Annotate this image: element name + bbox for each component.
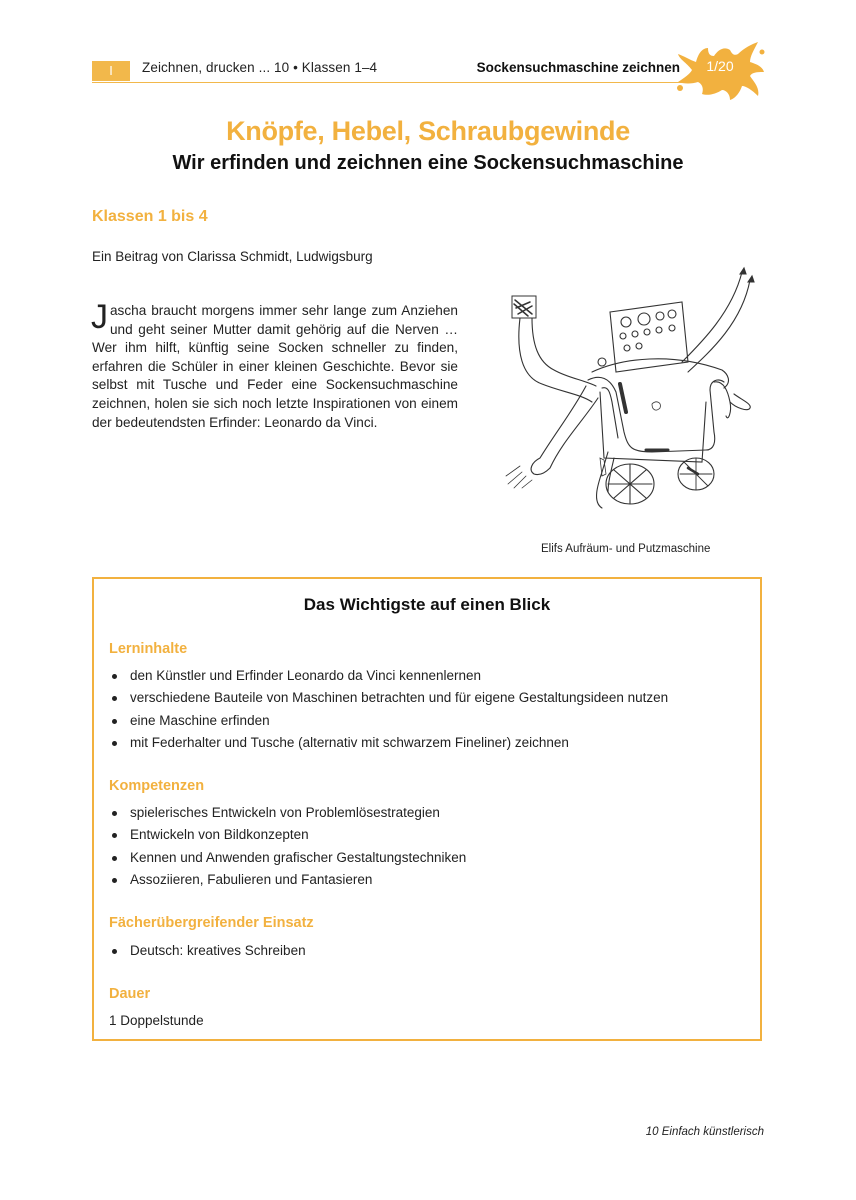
section-heading-dauer: Dauer bbox=[109, 986, 151, 1002]
section-heading-lerninhalte: Lerninhalte bbox=[109, 641, 188, 657]
dauer-value: 1 Doppelstunde bbox=[109, 1013, 204, 1028]
list-item: verschiedene Bauteile von Maschinen betrachten und für eigene Gestaltungsideen nutzen bbox=[109, 687, 668, 709]
einsatz-list bbox=[109, 940, 306, 962]
page-footer: 10 Einfach künstlerisch bbox=[645, 1126, 764, 1138]
list-item: Kennen und Anwenden grafischer Gestaltungstechniken bbox=[109, 847, 466, 869]
child-drawing-machine-illustration bbox=[492, 262, 772, 512]
page-number-badge: 1/20 bbox=[706, 58, 734, 74]
lerninhalte-list bbox=[109, 665, 668, 754]
grade-level: Klassen 1 bis 4 bbox=[92, 208, 208, 225]
figure-caption: Elifs Aufräum- und Putzmaschine bbox=[541, 543, 711, 555]
bullet-icon bbox=[112, 719, 117, 724]
overview-title: Das Wichtigste auf einen Blick bbox=[303, 595, 551, 614]
bullet-icon bbox=[112, 674, 117, 679]
author-line: Ein Beitrag von Clarissa Schmidt, Ludwigsburg bbox=[92, 249, 373, 264]
list-item: Assoziieren, Fabulieren und Fantasieren bbox=[109, 869, 466, 891]
list-item: eine Maschine erfinden bbox=[109, 710, 668, 732]
kompetenzen-list bbox=[109, 802, 466, 891]
header-topic: Sockensuchmaschine zeichnen bbox=[476, 60, 680, 75]
list-item: den Künstler und Erfinder Leonardo da Vinci kennenlernen bbox=[109, 665, 668, 687]
bullet-icon bbox=[112, 856, 117, 861]
bullet-icon bbox=[112, 878, 117, 883]
list-item: Entwickeln von Bildkonzepten bbox=[109, 824, 466, 846]
list-item: mit Federhalter und Tusche (alternativ mit schwarzem Fineliner) zeichnen bbox=[109, 732, 668, 754]
header-series: Zeichnen, drucken ... 10 • Klassen 1–4 bbox=[142, 60, 378, 75]
bullet-icon bbox=[112, 741, 117, 746]
list-item: spielerisches Entwickeln von Problemlösestrategien bbox=[109, 802, 466, 824]
section-heading-einsatz: Fächerübergreifender Einsatz bbox=[109, 915, 314, 931]
page-subtitle: Wir erfinden und zeichnen eine Sockensuchmaschine bbox=[172, 152, 684, 174]
section-heading-kompetenzen: Kompetenzen bbox=[109, 778, 205, 794]
intro-text: ascha braucht morgens immer sehr lange zum Anziehen und geht seiner Mutter damit gehörig auf die Nerven … Wer ihm hilft, künftig seine Socken schneller zu finden, erfahren die Schüler in einer kleinen Geschichte. Bevor sie selbst mit Tusche und Feder eine Sockensuchmaschine zeichnen, holen sie sich noch letzte Inspirationen von einem der bedeutendsten Erfinder: Leonardo da Vinci. bbox=[92, 303, 458, 430]
drop-cap: J bbox=[91, 298, 108, 336]
intro-paragraph bbox=[91, 298, 458, 432]
bullet-icon bbox=[112, 949, 117, 954]
page-title: Knöpfe, Hebel, Schraubgewinde bbox=[226, 116, 630, 146]
page-header bbox=[92, 58, 682, 83]
bullet-icon bbox=[112, 833, 117, 838]
chapter-tab: I bbox=[92, 61, 130, 81]
bullet-icon bbox=[112, 811, 117, 816]
list-item: Deutsch: kreatives Schreiben bbox=[109, 940, 306, 962]
overview-box bbox=[92, 577, 762, 1041]
bullet-icon bbox=[112, 696, 117, 701]
